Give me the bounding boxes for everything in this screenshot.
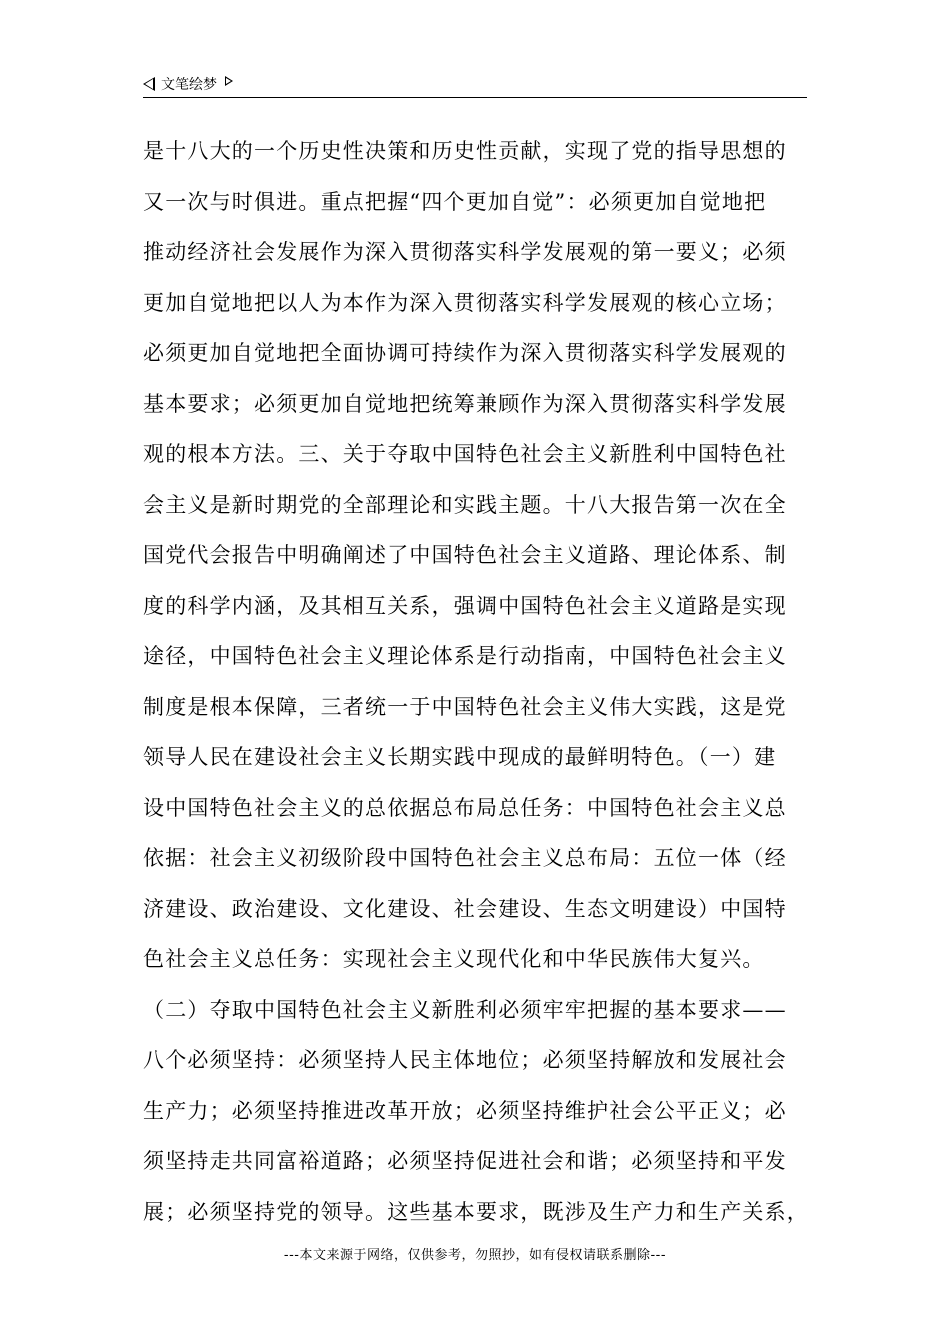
text-line: 制度是根本保障，三者统一于中国特色社会主义伟大实践，这是党 (143, 694, 787, 719)
triangle-right-icon (225, 76, 233, 86)
text-line: 是十八大的一个历史性决策和历史性贡献，实现了党的指导思想的 (143, 139, 787, 163)
text-line: （二）夺取中国特色社会主义新胜利必须牢牢把握的基本要求—— (143, 997, 787, 1022)
text-line: 途径，中国特色社会主义理论体系是行动指南，中国特色社会主义 (143, 644, 787, 668)
text-line: 又一次与时俱进。重点把握“四个更加自觉”：必须更加自觉地把 (143, 189, 767, 214)
text-line: 须坚持走共同富裕道路；必须坚持促进社会和谐；必须坚持和平发 (143, 1149, 787, 1173)
text-line: 八个必须坚持：必须坚持人民主体地位；必须坚持解放和发展社会 (143, 1048, 787, 1072)
text-line: 度的科学内涵，及其相互关系，强调中国特色社会主义道路是实现 (143, 593, 787, 618)
text-line: 更加自觉地把以人为本作为深入贯彻落实科学发展观的核心立场； (143, 290, 787, 315)
text-line: 济建设、政治建设、文化建设、社会建设、生态文明建设）中国特 (143, 896, 787, 921)
triangle-left-icon (143, 77, 155, 91)
text-line: 必须更加自觉地把全面协调可持续作为深入贯彻落实科学发展观的 (143, 341, 787, 365)
text-line: 色社会主义总任务：实现社会主义现代化和中华民族伟大复兴。 (143, 947, 765, 971)
body-text (143, 126, 813, 1237)
text-line: 依据：社会主义初级阶段中国特色社会主义总布局：五位一体（经 (143, 846, 787, 870)
text-line: 展；必须坚持党的领导。这些基本要求，既涉及生产力和生产关系， (143, 1199, 809, 1224)
text-line: 观的根本方法。三、关于夺取中国特色社会主义新胜利中国特色社 (143, 442, 787, 466)
text-line: 设中国特色社会主义的总依据总布局总任务：中国特色社会主义总 (143, 795, 787, 820)
text-line: 会主义是新时期党的全部理论和实践主题。十八大报告第一次在全 (143, 492, 787, 517)
text-line: 推动经济社会发展作为深入贯彻落实科学发展观的第一要义；必须 (143, 240, 787, 264)
page-footer: ---本文来源于网络，仅供参考，勿照抄，如有侵权请联系删除--- (283, 1248, 667, 1263)
header-divider (143, 97, 807, 98)
text-line: 国党代会报告中明确阐述了中国特色社会主义道路、理论体系、制 (143, 543, 787, 567)
text-line: 基本要求；必须更加自觉地把统筹兼顾作为深入贯彻落实科学发展 (143, 391, 787, 416)
page-header (143, 72, 807, 96)
text-line: 领导人民在建设社会主义长期实践中现成的最鲜明特色。（一）建 (143, 745, 777, 769)
text-line: 生产力；必须坚持推进改革开放；必须坚持维护社会公平正义；必 (143, 1098, 787, 1123)
header-title: 文笔绘梦 (161, 77, 217, 93)
